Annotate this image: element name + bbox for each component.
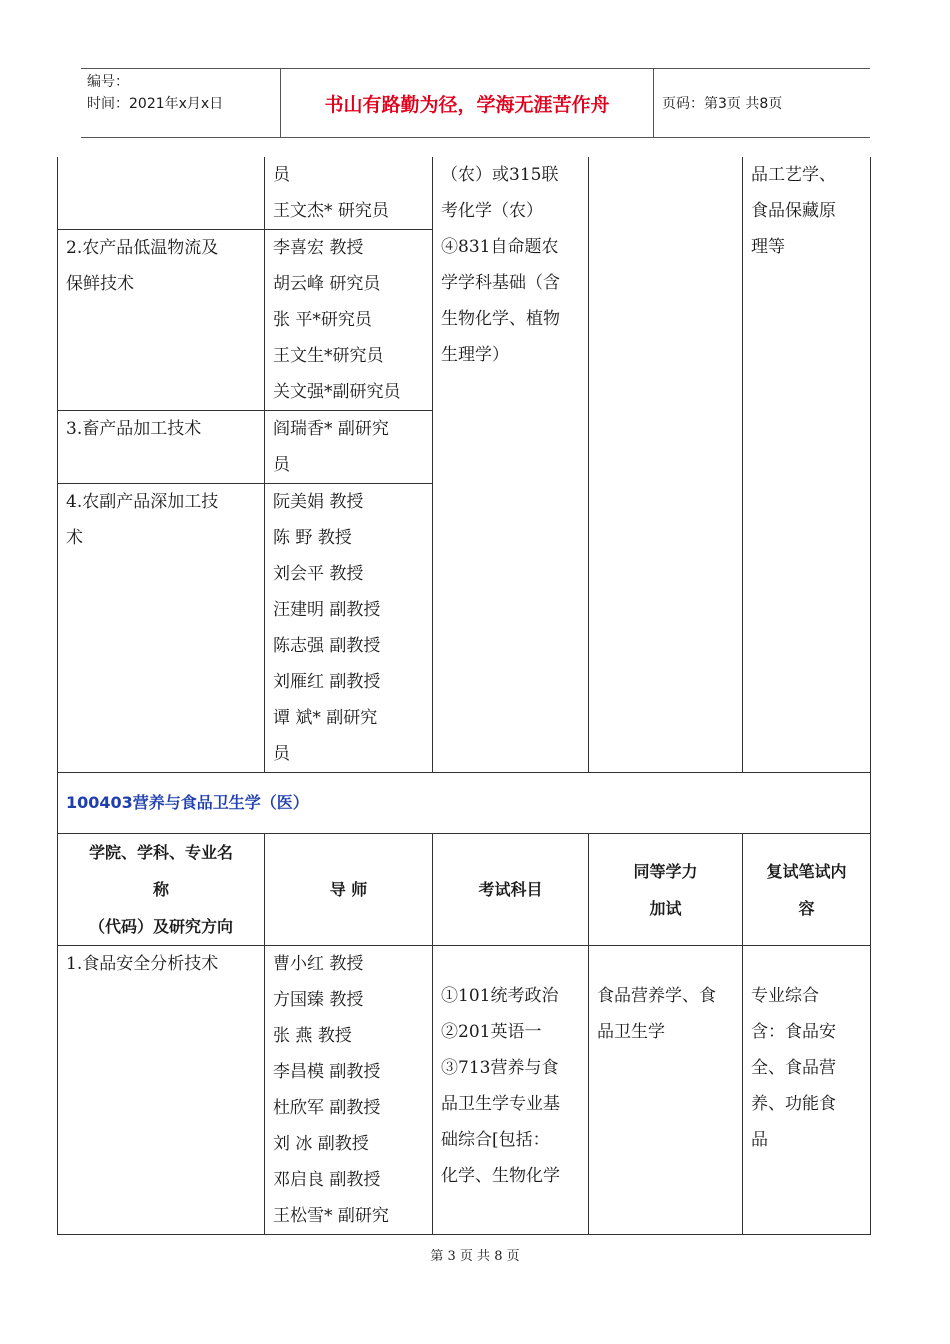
direction-name: 2.农产品低温物流及: [66, 238, 219, 258]
header-meta: [81, 69, 281, 137]
header-retest: [743, 834, 871, 946]
equivalent-test-cell: [589, 157, 743, 773]
header-page-info: 页码：第3页 共8页: [662, 96, 783, 112]
exam-line: ①101统考政治: [441, 986, 559, 1006]
direction-cell: [58, 946, 265, 1235]
advisor-line: 刘会平 教授: [273, 564, 364, 584]
advisors-cell: [265, 230, 433, 411]
advisor-line: 王松雪* 副研究: [273, 1206, 389, 1226]
advisor-line: 王文生*研究员: [273, 346, 384, 366]
direction-name: 1.食品安全分析技术: [66, 954, 219, 974]
exam-line: 生物化学、植物: [441, 309, 560, 329]
header-text: 学院、学科、专业名: [88, 843, 233, 862]
advisor-line: 张 燕 教授: [273, 1026, 352, 1046]
direction-name: 保鲜技术: [66, 274, 134, 294]
advisor-line: 李昌模 副教授: [273, 1062, 381, 1082]
retest-line: 品工艺学、: [751, 165, 836, 185]
retest-content-cell: [743, 157, 871, 773]
header-direction: [58, 834, 265, 946]
advisor-line: 员: [273, 455, 290, 475]
header-text: 同等学力: [633, 861, 698, 881]
header-text: 复试笔试内: [766, 861, 847, 881]
equiv-line: 品卫生学: [597, 1022, 665, 1042]
header-text: 加试: [649, 898, 682, 918]
exam-line: （农）或315联: [441, 165, 559, 185]
advisor-line: 阎瑞香* 副研究: [273, 419, 389, 439]
exam-line: ③713营养与食: [441, 1058, 559, 1078]
advisor-line: 刘雁红 副教授: [273, 672, 381, 692]
time-label: 时间：2021年x月x日: [87, 96, 224, 112]
advisor-line: 员: [273, 165, 290, 185]
direction-cell: [58, 484, 265, 773]
retest-line: 理等: [751, 237, 785, 257]
advisor-line: 李喜宏 教授: [273, 238, 364, 258]
direction-name: 3.畜产品加工技术: [66, 419, 202, 439]
header-text: 称: [152, 880, 169, 899]
header-text: 容: [798, 898, 815, 918]
direction-name: 4.农副产品深加工技: [66, 492, 219, 512]
advisor-line: 关文强*副研究员: [273, 382, 401, 402]
direction-cell: [58, 230, 265, 411]
advisor-line: 陈志强 副教授: [273, 636, 381, 656]
admissions-table: [57, 157, 871, 1235]
number-label: 编号：: [87, 74, 129, 90]
direction-name: 术: [66, 528, 83, 548]
retest-line: 养、功能食: [751, 1094, 836, 1114]
exam-line: ②201英语一: [441, 1022, 542, 1042]
retest-line: 专业综合: [751, 986, 819, 1006]
advisor-line: 张 平*研究员: [273, 310, 372, 330]
header-equivalent: [589, 834, 743, 946]
exam-line: 生理学）: [441, 345, 509, 365]
advisor-line: 谭 斌* 副研究: [273, 708, 378, 728]
retest-line: 全、食品营: [751, 1058, 836, 1078]
advisor-line: 刘 冰 副教授: [273, 1134, 369, 1154]
retest-line: 食品保藏原: [751, 201, 836, 221]
equivalent-test-cell: [589, 946, 743, 1235]
exam-line: ④831自命题农: [441, 237, 559, 257]
advisor-line: 员: [273, 744, 290, 764]
advisor-line: 王文杰* 研究员: [273, 201, 389, 221]
retest-line: 品: [751, 1130, 768, 1150]
equiv-line: 食品营养学、食: [597, 986, 716, 1006]
exam-line: 础综合[包括：: [441, 1130, 550, 1150]
advisor-line: 阮美娟 教授: [273, 492, 364, 512]
advisors-cell: [265, 411, 433, 484]
direction-cell: [58, 411, 265, 484]
exam-subjects-cell: [433, 946, 589, 1235]
exam-subjects-cell: [433, 157, 589, 773]
exam-line: 化学、生物化学: [441, 1166, 560, 1186]
continued-direction-cell: [58, 157, 265, 230]
exam-line: 学学科基础（含: [441, 273, 560, 293]
exam-line: 考化学（农）: [441, 201, 543, 221]
advisor-line: 方国臻 教授: [273, 990, 364, 1010]
advisor-line: 邓启良 副教授: [273, 1170, 381, 1190]
header-text: （代码）及研究方向: [88, 917, 233, 936]
header-advisor: 导 师: [265, 834, 433, 946]
retest-line: 含：食品安: [751, 1022, 836, 1042]
page-footer: 第 3 页 共 8 页: [430, 1249, 520, 1264]
page-header: [81, 68, 870, 138]
section-title: 100403营养与食品卫生学（医）: [58, 773, 871, 834]
exam-line: 品卫生学专业基: [441, 1094, 560, 1114]
advisor-line: 陈 野 教授: [273, 528, 352, 548]
header-exam: 考试科目: [433, 834, 589, 946]
advisors-cell: [265, 484, 433, 773]
header-motto: 书山有路勤为径，学海无涯苦作舟: [281, 69, 654, 137]
advisor-line: 杜欣军 副教授: [273, 1098, 381, 1118]
advisor-line: 胡云峰 研究员: [273, 274, 381, 294]
retest-content-cell: [743, 946, 871, 1235]
advisor-line: 曹小红 教授: [273, 954, 364, 974]
advisors-cell: [265, 946, 433, 1235]
advisor-line: 汪建明 副教授: [273, 600, 381, 620]
continued-advisors-cell: [265, 157, 433, 230]
